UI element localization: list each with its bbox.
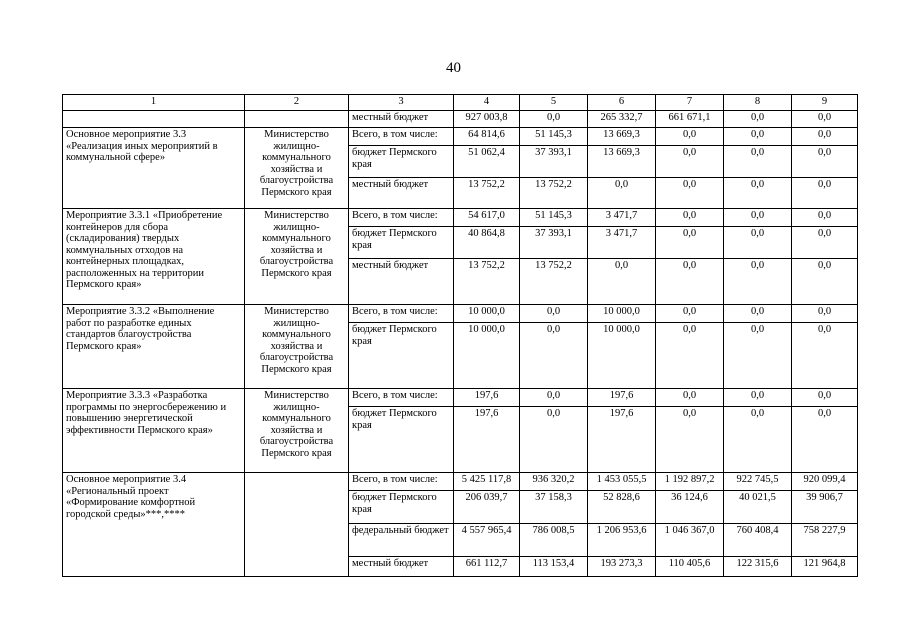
value-cell: 36 124,6 (656, 491, 724, 524)
funding-source: местный бюджет (349, 259, 454, 305)
value-cell: 0,0 (656, 146, 724, 178)
value-cell: 0,0 (792, 146, 858, 178)
value-cell: 0,0 (656, 128, 724, 146)
funding-source: бюджет Пермского края (349, 407, 454, 473)
value-cell: 0,0 (792, 178, 858, 209)
value-cell: 0,0 (724, 305, 792, 323)
funding-source: бюджет Пермского края (349, 323, 454, 389)
value-cell: 0,0 (792, 209, 858, 227)
value-cell: 40 864,8 (454, 227, 520, 259)
value-cell: 0,0 (792, 389, 858, 407)
value-cell: 197,6 (454, 407, 520, 473)
value-cell: 1 046 367,0 (656, 524, 724, 557)
value-cell: 110 405,6 (656, 557, 724, 577)
value-cell: 0,0 (724, 259, 792, 305)
funding-source: бюджет Пермского края (349, 227, 454, 259)
value-cell: 0,0 (520, 323, 588, 389)
value-cell: 0,0 (724, 209, 792, 227)
value-cell: 197,6 (588, 407, 656, 473)
value-cell: 0,0 (656, 259, 724, 305)
value-cell: 39 906,7 (792, 491, 858, 524)
value-cell: 0,0 (792, 111, 858, 128)
funding-source: местный бюджет (349, 557, 454, 577)
value-cell: 4 557 965,4 (454, 524, 520, 557)
value-cell: 661 112,7 (454, 557, 520, 577)
value-cell: 927 003,8 (454, 111, 520, 128)
table-row (63, 305, 858, 323)
value-cell: 0,0 (724, 178, 792, 209)
header-cell: 4 (454, 95, 520, 111)
value-cell: 40 021,5 (724, 491, 792, 524)
value-cell: 51 145,3 (520, 128, 588, 146)
header-cell: 9 (792, 95, 858, 111)
value-cell: 0,0 (656, 209, 724, 227)
value-cell: 0,0 (520, 305, 588, 323)
funding-source: федеральный бюджет (349, 524, 454, 557)
value-cell: 0,0 (656, 323, 724, 389)
value-cell: 121 964,8 (792, 557, 858, 577)
value-cell: 13 752,2 (520, 178, 588, 209)
value-cell: 0,0 (724, 407, 792, 473)
activity-cell (63, 111, 245, 128)
value-cell: 0,0 (724, 389, 792, 407)
value-cell: 0,0 (588, 259, 656, 305)
table-row (63, 128, 858, 146)
value-cell: 37 158,3 (520, 491, 588, 524)
value-cell: 0,0 (520, 389, 588, 407)
value-cell: 10 000,0 (588, 323, 656, 389)
header-cell: 6 (588, 95, 656, 111)
responsible-cell (245, 111, 349, 128)
funding-source: Всего, в том числе: (349, 473, 454, 491)
value-cell: 13 669,3 (588, 146, 656, 178)
value-cell: 197,6 (454, 389, 520, 407)
value-cell: 0,0 (520, 111, 588, 128)
value-cell: 0,0 (656, 227, 724, 259)
value-cell: 0,0 (792, 305, 858, 323)
value-cell: 0,0 (656, 389, 724, 407)
table-row (63, 473, 858, 491)
value-cell: 0,0 (656, 305, 724, 323)
value-cell: 64 814,6 (454, 128, 520, 146)
value-cell: 3 471,7 (588, 227, 656, 259)
value-cell: 51 145,3 (520, 209, 588, 227)
activity-cell: Основное мероприятие 3.4 «Региональный проект «Формирование комфортной городской среды»***,**** (63, 473, 245, 577)
header-cell: 5 (520, 95, 588, 111)
responsible-cell: Министерство жилищно-коммунального хозяйства и благоустройства Пермского края (245, 128, 349, 209)
value-cell: 206 039,7 (454, 491, 520, 524)
value-cell: 936 320,2 (520, 473, 588, 491)
responsible-cell: Министерство жилищно-коммунального хозяйства и благоустройства Пермского края (245, 305, 349, 389)
header-cell: 1 (63, 95, 245, 111)
header-cell: 2 (245, 95, 349, 111)
value-cell: 54 617,0 (454, 209, 520, 227)
value-cell: 920 099,4 (792, 473, 858, 491)
value-cell: 10 000,0 (454, 323, 520, 389)
value-cell: 0,0 (792, 407, 858, 473)
value-cell: 0,0 (724, 146, 792, 178)
value-cell: 0,0 (724, 323, 792, 389)
funding-source: Всего, в том числе: (349, 305, 454, 323)
value-cell: 0,0 (656, 407, 724, 473)
value-cell: 758 227,9 (792, 524, 858, 557)
value-cell: 10 000,0 (454, 305, 520, 323)
value-cell: 5 425 117,8 (454, 473, 520, 491)
value-cell: 13 669,3 (588, 128, 656, 146)
funding-source: местный бюджет (349, 178, 454, 209)
activity-cell: Мероприятие 3.3.2 «Выполнение работ по разработке единых стандартов благоустройства Пермского края» (63, 305, 245, 389)
value-cell: 51 062,4 (454, 146, 520, 178)
budget-table (62, 94, 858, 577)
value-cell: 113 153,4 (520, 557, 588, 577)
value-cell: 0,0 (588, 178, 656, 209)
value-cell: 0,0 (656, 178, 724, 209)
header-cell: 8 (724, 95, 792, 111)
funding-source: бюджет Пермского края (349, 146, 454, 178)
table-row (63, 389, 858, 407)
value-cell: 193 273,3 (588, 557, 656, 577)
header-cell: 7 (656, 95, 724, 111)
funding-source: Всего, в том числе: (349, 389, 454, 407)
header-row (63, 95, 858, 111)
responsible-cell: Министерство жилищно-коммунального хозяйства и благоустройства Пермского края (245, 209, 349, 305)
value-cell: 3 471,7 (588, 209, 656, 227)
value-cell: 13 752,2 (454, 178, 520, 209)
value-cell: 37 393,1 (520, 227, 588, 259)
page-number: 40 (446, 60, 461, 76)
value-cell: 37 393,1 (520, 146, 588, 178)
value-cell: 0,0 (792, 323, 858, 389)
value-cell: 661 671,1 (656, 111, 724, 128)
value-cell: 122 315,6 (724, 557, 792, 577)
value-cell: 1 206 953,6 (588, 524, 656, 557)
value-cell: 197,6 (588, 389, 656, 407)
activity-cell: Мероприятие 3.3.1 «Приобретение контейнеров для сбора (складирования) твердых коммунальных отходов на контейнерных площадках, расположенных на территории Пермского края» (63, 209, 245, 305)
value-cell: 0,0 (520, 407, 588, 473)
value-cell: 265 332,7 (588, 111, 656, 128)
activity-cell: Мероприятие 3.3.3 «Разработка программы по энергосбережению и повышению энергетической эффективности Пермского края» (63, 389, 245, 473)
funding-source: Всего, в том числе: (349, 128, 454, 146)
table-row (63, 209, 858, 227)
value-cell: 13 752,2 (454, 259, 520, 305)
funding-source: Всего, в том числе: (349, 209, 454, 227)
value-cell: 10 000,0 (588, 305, 656, 323)
value-cell: 0,0 (792, 227, 858, 259)
header-cell: 3 (349, 95, 454, 111)
value-cell: 0,0 (724, 227, 792, 259)
funding-source: местный бюджет (349, 111, 454, 128)
funding-source: бюджет Пермского края (349, 491, 454, 524)
activity-cell: Основное мероприятие 3.3 «Реализация иных мероприятий в коммунальной сфере» (63, 128, 245, 209)
value-cell: 52 828,6 (588, 491, 656, 524)
value-cell: 1 192 897,2 (656, 473, 724, 491)
value-cell: 0,0 (724, 111, 792, 128)
value-cell: 760 408,4 (724, 524, 792, 557)
carry-row (63, 111, 858, 128)
value-cell: 786 008,5 (520, 524, 588, 557)
value-cell: 1 453 055,5 (588, 473, 656, 491)
value-cell: 13 752,2 (520, 259, 588, 305)
value-cell: 0,0 (792, 259, 858, 305)
value-cell: 0,0 (792, 128, 858, 146)
responsible-cell: Министерство жилищно-коммунального хозяйства и благоустройства Пермского края (245, 389, 349, 473)
responsible-cell (245, 473, 349, 577)
value-cell: 922 745,5 (724, 473, 792, 491)
value-cell: 0,0 (724, 128, 792, 146)
